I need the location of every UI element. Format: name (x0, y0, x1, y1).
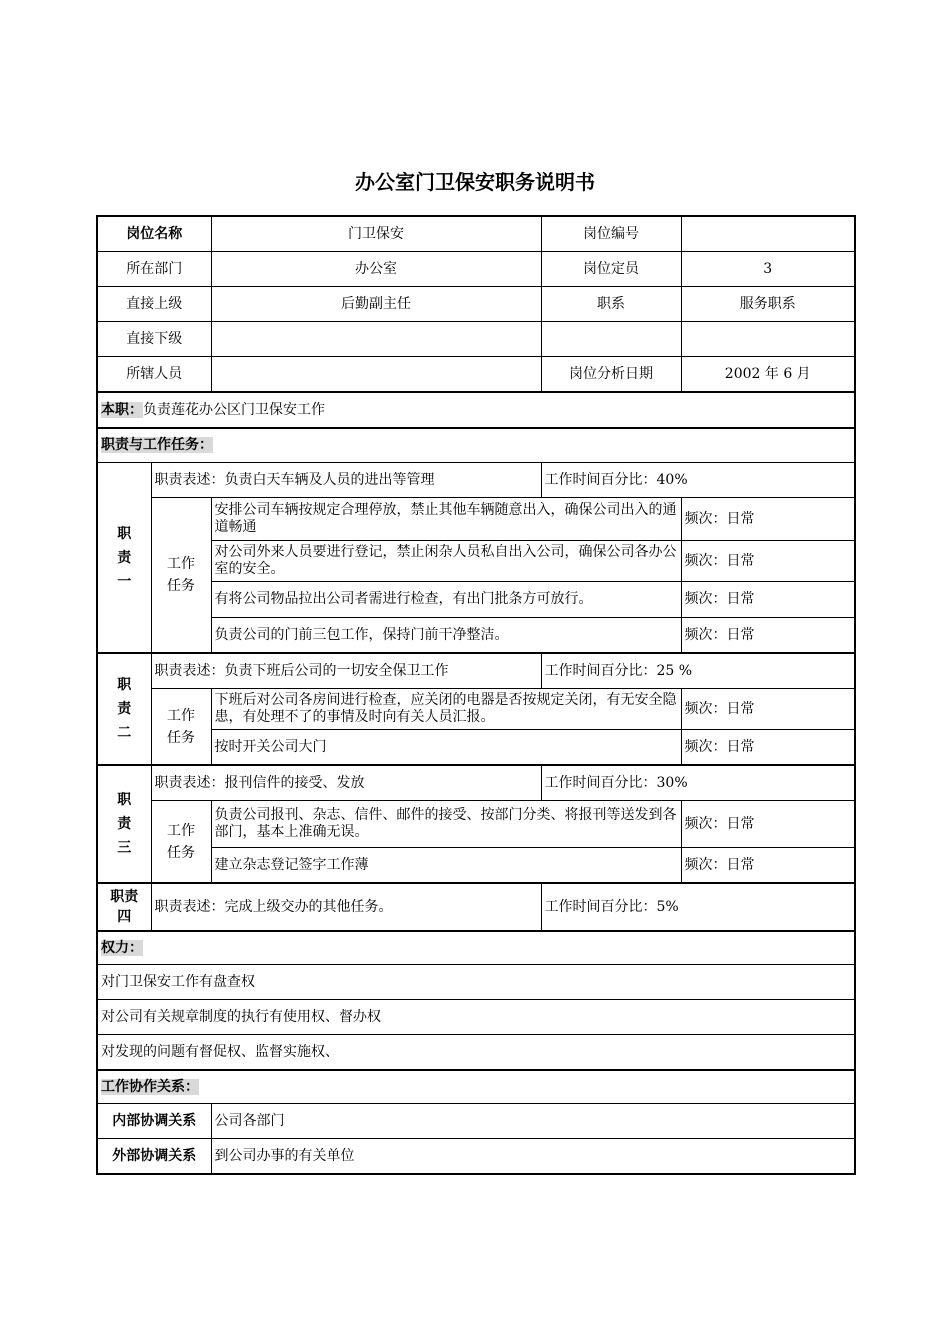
right-item-3: 对发现的问题有督促权、监督实施权、 (97, 1035, 855, 1071)
duty-2-desc: 职责表述：负责下班后公司的一切安全保卫工作 (151, 653, 541, 689)
relations-header-label: 工作协作关系： (101, 1078, 199, 1095)
row-rights-header (97, 931, 855, 965)
label-position-code: 岗位编号 (541, 216, 681, 252)
duty-1-task-1-row (97, 498, 855, 541)
label-staff: 所辖人员 (97, 357, 211, 393)
duty-3-percent: 工作时间百分比：30% (541, 765, 855, 801)
page-title: 办公室门卫保安职务说明书 (355, 170, 595, 194)
label-headcount: 岗位定员 (541, 252, 681, 287)
main-duty-label: 本职： (101, 401, 143, 418)
duty-4-row (97, 883, 855, 931)
duties-header (97, 428, 855, 463)
duty-3-desc: 职责表述：报刊信件的接受、发放 (151, 765, 541, 801)
empty-cell (541, 322, 681, 357)
job-description-table (96, 215, 856, 1175)
duty-2-task-1-freq: 频次：日常 (681, 689, 855, 730)
value-headcount: 3 (681, 252, 855, 287)
relations-header (97, 1070, 855, 1104)
duty-1-task-4-row (97, 618, 855, 654)
duty-1-task-3: 有将公司物品拉出公司者需进行检查，有出门批条方可放行。 (211, 582, 681, 618)
duty-1-task-3-row (97, 582, 855, 618)
duty-1-task-3-freq: 频次：日常 (681, 582, 855, 618)
duty-1-percent: 工作时间百分比：40% (541, 463, 855, 498)
external-relation-label: 外部协调关系 (97, 1139, 211, 1175)
value-subordinate (211, 322, 541, 357)
duty-3-task-2-freq: 频次：日常 (681, 848, 855, 884)
row-right-2 (97, 1000, 855, 1035)
value-staff (211, 357, 541, 393)
duty-2-task-2-row (97, 730, 855, 766)
duty-2-task-1-row (97, 689, 855, 730)
label-supervisor: 直接上级 (97, 287, 211, 322)
row-subordinate (97, 322, 855, 357)
internal-relation-label: 内部协调关系 (97, 1104, 211, 1139)
value-position-code (681, 216, 855, 252)
duty-3-task-1-row (97, 801, 855, 848)
row-supervisor (97, 287, 855, 322)
duty-1-desc-row (97, 463, 855, 498)
duty-3-label: 职责三 (97, 765, 151, 883)
duty-2-task-1: 下班后对公司各房间进行检查，应关闭的电器是否按规定关闭，有无安全隐患，有处理不了的事情及时向有关人员汇报。 (211, 689, 681, 730)
rights-header-label: 权力： (101, 939, 143, 956)
label-job-family: 职系 (541, 287, 681, 322)
external-relation-value: 到公司办事的有关单位 (211, 1139, 855, 1175)
label-analysis-date: 岗位分析日期 (541, 357, 681, 393)
duty-2-task-2-freq: 频次：日常 (681, 730, 855, 766)
row-staff (97, 357, 855, 393)
label-subordinate: 直接下级 (97, 322, 211, 357)
duty-4-percent: 工作时间百分比：5% (541, 883, 855, 931)
duties-header-label: 职责与工作任务： (101, 437, 213, 453)
row-main-duty (97, 392, 855, 428)
duty-1-task-1: 安排公司车辆按规定合理停放，禁止其他车辆随意出入，确保公司出入的通道畅通 (211, 498, 681, 541)
duty-3-task-1: 负责公司报刊、杂志、信件、邮件的接受、按部门分类、将报刊等送发到各部门，基本上准确无误。 (211, 801, 681, 848)
empty-cell (681, 322, 855, 357)
duty-1-task-2-row (97, 541, 855, 582)
value-position-name: 门卫保安 (211, 216, 541, 252)
duty-1-label: 职责一 (97, 463, 151, 654)
label-position-name: 岗位名称 (97, 216, 211, 252)
duty-3-task-1-freq: 频次：日常 (681, 801, 855, 848)
right-item-1: 对门卫保安工作有盘查权 (97, 965, 855, 1000)
row-position-name (97, 216, 855, 252)
duty-3-task-2-row (97, 848, 855, 884)
right-item-2: 对公司有关规章制度的执行有使用权、督办权 (97, 1000, 855, 1035)
duty-1-desc: 职责表述：负责白天车辆及人员的进出等管理 (151, 463, 541, 498)
row-department (97, 252, 855, 287)
value-job-family: 服务职系 (681, 287, 855, 322)
duty-2-desc-row (97, 653, 855, 689)
duty-3-task-label: 工作任务 (151, 801, 211, 884)
main-duty (97, 392, 855, 428)
duty-4-desc: 职责表述：完成上级交办的其他任务。 (151, 883, 541, 931)
duty-1-task-2: 对公司外来人员要进行登记，禁止闲杂人员私自出入公司，确保公司各办公室的安全。 (211, 541, 681, 582)
duty-1-task-4-freq: 频次：日常 (681, 618, 855, 654)
duty-2-task-label: 工作任务 (151, 689, 211, 766)
row-internal-relation (97, 1104, 855, 1139)
duty-1-task-2-freq: 频次：日常 (681, 541, 855, 582)
value-analysis-date: 2002 年 6 月 (681, 357, 855, 393)
value-department: 办公室 (211, 252, 541, 287)
internal-relation-value: 公司各部门 (211, 1104, 855, 1139)
main-duty-text: 负责莲花办公区门卫保安工作 (143, 401, 325, 418)
duty-1-task-1-freq: 频次：日常 (681, 498, 855, 541)
duty-4-label: 职责四 (97, 883, 151, 931)
value-supervisor: 后勤副主任 (211, 287, 541, 322)
duty-2-percent: 工作时间百分比：25 % (541, 653, 855, 689)
duty-2-task-2: 按时开关公司大门 (211, 730, 681, 766)
label-department: 所在部门 (97, 252, 211, 287)
duty-3-task-2: 建立杂志登记签字工作薄 (211, 848, 681, 884)
row-right-1 (97, 965, 855, 1000)
rights-header (97, 931, 855, 965)
row-relations-header (97, 1070, 855, 1104)
duty-1-task-4: 负责公司的门前三包工作，保持门前干净整洁。 (211, 618, 681, 654)
duty-1-task-label: 工作任务 (151, 498, 211, 654)
duty-3-desc-row (97, 765, 855, 801)
row-right-3 (97, 1035, 855, 1071)
duty-2-label: 职责二 (97, 653, 151, 765)
row-external-relation (97, 1139, 855, 1175)
row-duties-header (97, 428, 855, 463)
